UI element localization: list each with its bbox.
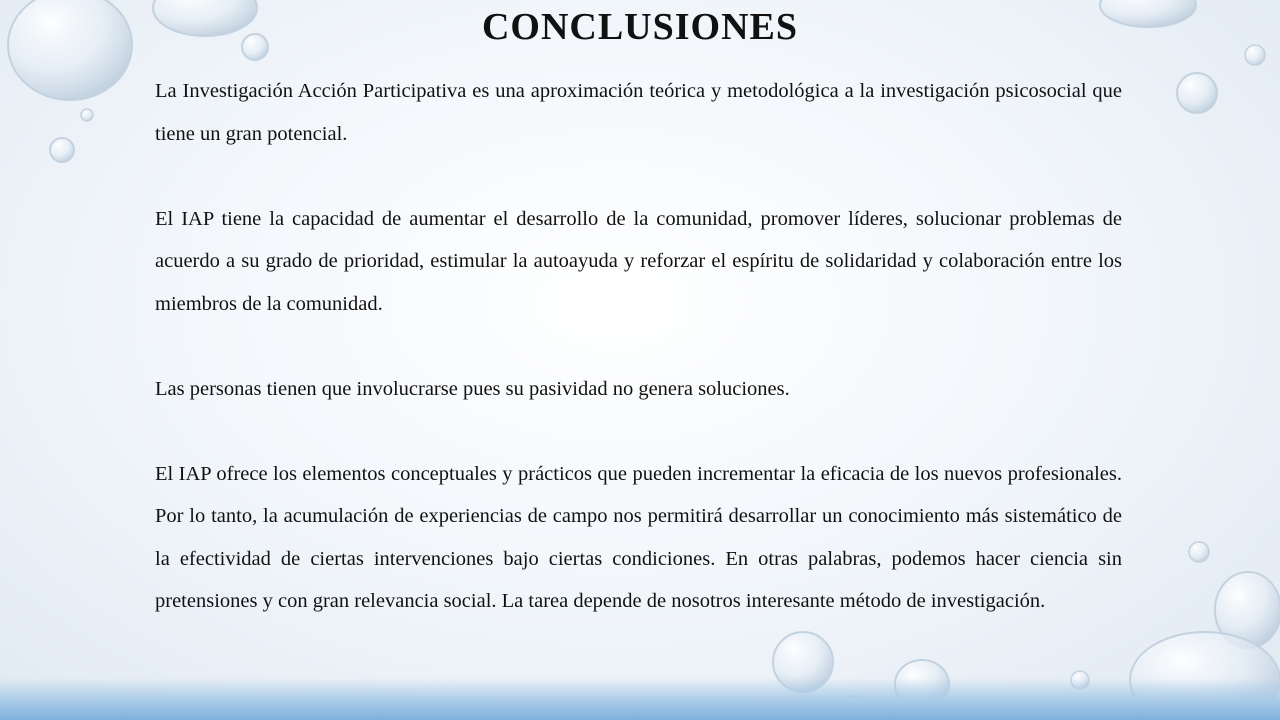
bottom-gradient-band: [0, 678, 1280, 720]
slide-title: CONCLUSIONES: [481, 6, 799, 48]
paragraph-2: El IAP tiene la capacidad de aumentar el desarrollo de la comunidad, promover líderes, solucionar problemas de acuerdo a su grado de prioridad, estimular la autoayuda y reforzar el espíritu de solidaridad y colaboración entre los miembros de la comunidad.: [155, 207, 1122, 315]
paragraph-1: La Investigación Acción Participativa es una aproximación teórica y metodológica a la investigación psicosocial que tiene un gran potencial.: [155, 80, 1122, 145]
slide-body: [155, 70, 1122, 623]
water-drop: [1177, 73, 1217, 113]
water-drop: [1189, 542, 1209, 562]
paragraph-3: Las personas tienen que involucrarse pues su pasividad no genera soluciones.: [155, 377, 790, 400]
water-drop: [81, 109, 93, 121]
water-drop: [50, 138, 74, 162]
paragraph-4: El IAP ofrece los elementos conceptuales y prácticos que pueden incrementar la eficacia de los nuevos profesionales. Por lo tanto, la acumulación de experiencias de campo nos permitirá desarrollar un conocimiento más sistemático de la efectividad de ciertas intervenciones bajo ciertas condiciones. En otras palabras, podemos hacer ciencia sin pretensiones y con gran relevancia social. La tarea depende de nosotros interesante método de investigación.: [155, 462, 1122, 612]
